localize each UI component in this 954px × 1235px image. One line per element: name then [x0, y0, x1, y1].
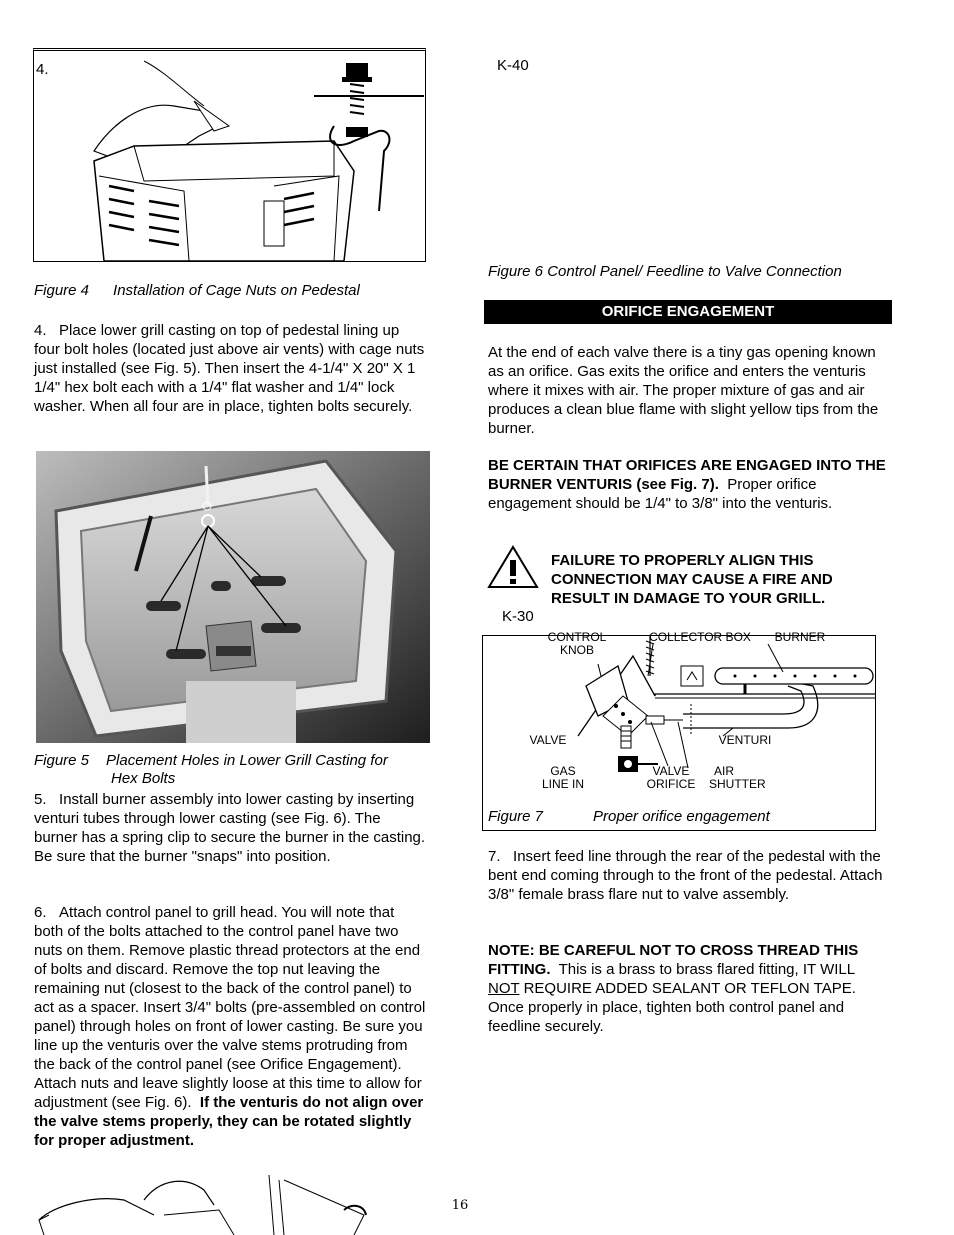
orifice-paragraph-1: At the end of each valve there is a tiny gas opening known as an orifice. Gas exits the orifice and enters the venturis where it mixes with air. The proper mixture of gas and air produces a clean blue flame with slight yellow tips from the burner.	[488, 344, 879, 437]
label-air-shutter-line2: SHUTTER	[709, 777, 766, 791]
step-7-paragraph	[488, 847, 888, 904]
figure-4-frame	[33, 48, 426, 262]
label-gas-line-in-line1: GAS	[550, 764, 576, 778]
figure-6-caption: Figure 6 Control Panel/ Feedline to Valve Connection	[488, 263, 842, 280]
note-paragraph	[488, 941, 888, 1036]
label-control-knob-line1: CONTROL	[547, 630, 607, 644]
note-underlined: NOT	[488, 980, 520, 997]
figure-4-caption-text: Installation of Cage Nuts on Pedestal	[113, 282, 360, 299]
step-7-text: Insert feed line through the rear of the pedestal with the bent end coming through to the front of the pedestal. Attach 3/8" female brass flare nut to valve assembly.	[488, 848, 883, 903]
label-valve-orifice	[638, 765, 704, 791]
note-text-b: REQUIRE ADDED SEALANT OR TEFLON TAPE. Once properly in place, tighten both control panel and feedline securely.	[488, 980, 856, 1035]
figure-4-step-label: 4.	[36, 61, 49, 78]
figure-4-caption	[34, 282, 434, 300]
orifice-engagement-header	[484, 300, 892, 324]
step-6-paragraph	[34, 903, 426, 1150]
figure-7-caption-text: Proper orifice engagement	[593, 808, 770, 825]
figure-7-caption-num: Figure 7	[488, 808, 544, 825]
label-valve-orifice-line1: VALVE	[652, 764, 690, 778]
step-4-paragraph	[34, 321, 426, 416]
label-burner: BURNER	[774, 630, 826, 644]
step-5-text: Install burner assembly into lower casting by inserting venturi tubes through lower casting (see Fig. 6). The burner has a spring clip to secure the burner in the casting. Be sure that the burner "snaps" into position.	[34, 791, 426, 865]
figure-7-model-label: K-30	[502, 608, 534, 625]
orifice-paragraph-2	[488, 456, 888, 513]
step-4-text: Place lower grill casting on top of pedestal lining up four bolt holes (located just above air vents) with cage nuts just installed (see Fig. 5). Then insert the 4-1/4" X 20" X 1 1/4" hex bolt each with a 1/4" flat washer and 1/4" lock washer. When all four are in place, tighten bolts securely.	[34, 322, 425, 415]
grill-casting-photo-art	[36, 451, 430, 743]
label-control-knob-line2: KNOB	[559, 643, 594, 657]
figure-5-caption	[34, 752, 434, 788]
warning-triangle-icon	[487, 545, 539, 589]
step-4-number: 4.	[34, 322, 47, 339]
figure-7-frame	[482, 630, 876, 831]
label-valve-orifice-line2: ORIFICE	[646, 777, 696, 791]
label-collector-box: COLLECTOR BOX	[649, 630, 751, 644]
figure-5-caption-line2: Hex Bolts	[111, 770, 176, 787]
label-gas-line-in	[527, 765, 599, 791]
step-6-bold-warning: If the venturis do not align over the valve stems properly, they can be rotated slightly for proper adjustment.	[34, 1094, 424, 1149]
warning-text: FAILURE TO PROPERLY ALIGN THIS CONNECTION MAY CAUSE A FIRE AND RESULT IN DAMAGE TO YOUR GRILL.	[551, 552, 833, 607]
figure-4-illustration	[34, 51, 425, 261]
burner-assembly-illustration	[34, 1175, 384, 1235]
orifice-paragraph-2-rest: Proper orifice engagement should be 1/4" to 3/8" into the venturis.	[488, 476, 833, 512]
label-gas-line-in-line2: LINE IN	[541, 777, 584, 791]
figure-5-photo	[36, 451, 430, 743]
figure-4-caption-num: Figure 4	[34, 282, 90, 299]
page-number: 16	[451, 1198, 469, 1213]
note-bold-text: NOTE: BE CAREFUL NOT TO CROSS THREAD THIS FITTING.	[488, 942, 859, 978]
note-text-a: This is a brass to brass flared fitting, IT WILL	[558, 961, 855, 978]
step-7-number: 7.	[488, 848, 501, 865]
orifice-engagement-header-text: ORIFICE ENGAGEMENT	[601, 303, 775, 320]
label-air-shutter	[709, 765, 779, 791]
step-5-number: 5.	[34, 791, 47, 808]
figure-7-caption	[488, 808, 868, 826]
label-air-shutter-line1: AIR	[714, 764, 735, 778]
figure-5-caption-line1: Placement Holes in Lower Grill Casting for	[106, 752, 388, 769]
orifice-paragraph-2-bold: BE CERTAIN THAT ORIFICES ARE ENGAGED INTO THE BURNER VENTURIS (see Fig. 7).	[488, 457, 886, 493]
figure-6-model-label: K-40	[497, 57, 529, 74]
label-venturi: VENTURI	[718, 733, 772, 747]
figure-5-caption-num: Figure 5	[34, 752, 90, 769]
step-5-paragraph	[34, 790, 426, 866]
label-control-knob	[541, 631, 613, 657]
step-6-text: Attach control panel to grill head. You will note that both of the bolts attached to the control panel have two nuts on them. Remove plastic thread protectors at the end of bolts and discard. Remove the top nut leaving the remaining nut (closest to the back of the control panel) to act as a spacer. Insert 3/4" bolts (pre-assembled on control panel) through holes on front of lower casting. Be sure you line up the venturis over the valve stems protruding from the back of the control panel (see Orifice Engagement). Attach nuts and leave slightly loose at this time to allow for adjustment (see Fig. 6).	[34, 904, 426, 1111]
step-6-number: 6.	[34, 904, 47, 921]
label-valve: VALVE	[529, 733, 567, 747]
